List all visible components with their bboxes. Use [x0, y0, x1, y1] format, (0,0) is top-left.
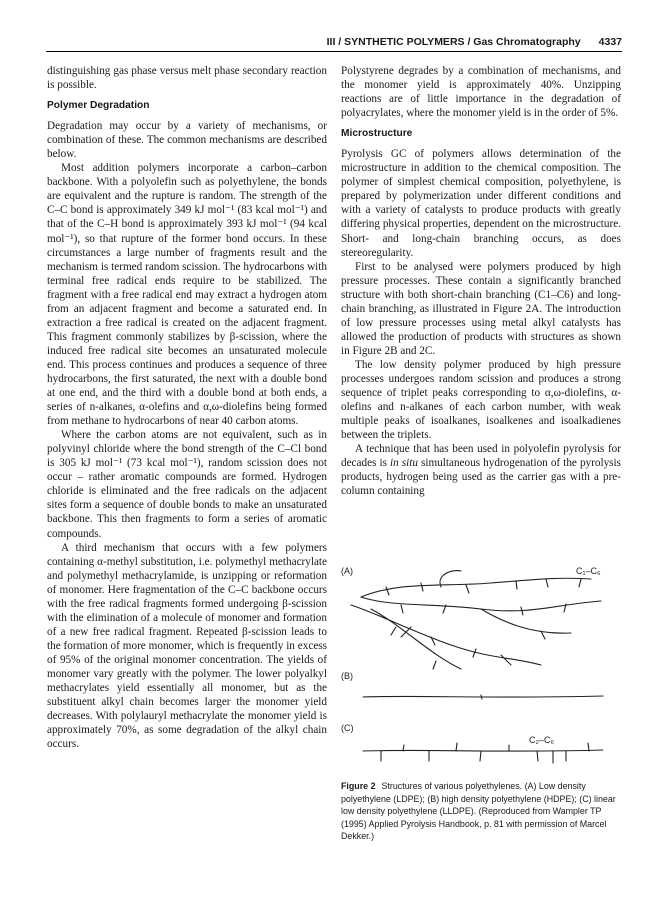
paragraph: Polystyrene degrades by a combination of mechanisms, and the monomer yield is approximately 40%. Unzipping reactions are of little importance in the degradation of polyacrylates, where the monomer yield is in the order of 5%.	[341, 65, 621, 120]
lldpe-short-branched-chain	[363, 743, 603, 763]
panel-label-b: (B)	[341, 671, 353, 681]
hdpe-linear-chain	[363, 696, 603, 697]
section-heading-degradation: Polymer Degradation	[47, 100, 150, 112]
figure-2	[341, 565, 621, 775]
paragraph: distinguishing gas phase versus melt phase secondary reaction is possible.	[47, 65, 327, 92]
annotation-c1-c6: C₁–C₆	[576, 566, 601, 576]
paragraph: First to be analysed were polymers produced by high pressure processes. These contain a significantly branched structure with both short-chain branching (C1–C6) and long-chain branching, as illustrated in Figure 2A. The introduction of low pressure processes using metal alkyl catalysts has allowed the production of products with structures as shown in Figure 2B and 2C.	[341, 260, 621, 357]
right-column	[341, 64, 621, 498]
figure-caption	[341, 780, 621, 843]
paragraph: The low density polymer produced by high pressure processes undergoes random scission and produces a strong sequence of triplet peaks corresponding to α,ω-diolefins, α-olefins and n-alkanes of each carbon number, with weak multiple peaks of isoalkanes, isoalkenes and isoalkadienes between the triplets.	[341, 358, 621, 442]
italic-term: in situ	[390, 457, 418, 470]
page-number: 4337	[598, 36, 622, 48]
paragraph	[341, 442, 621, 498]
caption-text: Structures of various polyethylenes. (A) Low density polyethylene (LDPE); (B) high density polyethylene (HDPE); (C) linear low density polyethylene (LLDPE). (Reproduced from Wampler TP (1995) Applied Pyrolysis Handbook, p. 81 with permission of Marcel Dekker.)	[341, 781, 616, 842]
text-run: A technique that has been used in polyolefin pyrolysis for decades is	[341, 443, 621, 470]
panel-label-c: (C)	[341, 723, 354, 733]
panel-label-a: (A)	[341, 566, 353, 576]
annotation-c2-c6: C₂–C₆	[529, 735, 555, 745]
paragraph: Most addition polymers incorporate a carbon–carbon backbone. With a polyolefin such as polyethylene, the bonds are equivalent and the rupture is random. The strength of the C–C bond is approximately 349 kJ mol⁻¹ (83 kcal mol⁻¹) and that of the C–H bond is approximately 393 kJ mol⁻¹ (94 kcal mol⁻¹), so that rupture of the former bond occurs. In these circumstances a large number of fragments result and the mechanism is termed random scission. The hydrocarbons with terminal free radical ends require to be stabilized. The fragment with a free radical end may extract a hydrogen atom from an adjacent fragment and become a saturated end. In extraction a free radical is created on the adjacent fragment. This fragment commonly stabilizes by β-scission, where the induced free radical site becomes an unsaturated molecule end. This process continues and produces a sequence of three hydrocarbons, the first saturated, the next with a double bond at one end, and the third with a double bond at both ends, a series of n-alkanes, α-olefins and α,ω-diolefins being formed from methane to hydrocarbons of near 40 carbon atoms.	[47, 162, 327, 428]
caption-label: Figure 2	[341, 781, 376, 791]
running-title: III / SYNTHETIC POLYMERS / Gas Chromatography	[326, 36, 581, 48]
hdpe-branch	[481, 695, 482, 699]
ldpe-branched-chain	[351, 571, 601, 669]
paragraph: Where the carbon atoms are not equivalent, such as in polyvinyl chloride where the bond strength of the C–Cl bond is 305 kJ mol⁻¹ (73 kcal mol⁻¹), random scission does not occur – rather aromatic compounds are formed. Hydrogen chloride is eliminated and the free radicals on the adjacent sites form a sequence of double bonds to make an unsaturated backbone. This then fragments to form a series of aromatic compounds.	[47, 429, 327, 540]
left-column	[47, 64, 327, 751]
polyethylene-structures-diagram	[341, 565, 621, 775]
paragraph: Degradation may occur by a variety of mechanisms, or combination of these. The common mechanisms are described below.	[47, 120, 327, 161]
text-run: simultaneous hydrogenation of the pyrolysis products, hydrogen being used as the carrier gas with a pre-column containing	[341, 457, 621, 498]
paragraph: Pyrolysis GC of polymers allows determination of the microstructure in addition to the chemical composition. The polymer of simplest chemical composition, polyethylene, is prepared by polymerization under different conditions and with a variety of catalysts to produce products with greatly differing physical properties, dependent on the microstructure. Short- and long-chain branching occurs, as does stereoregularity.	[341, 148, 621, 259]
paragraph: A third mechanism that occurs with a few polymers containing α-methyl substitution, i.e. polymethyl methacrylate and polymethyl methacrylamide, is unzipping or reformation of monomer. Here fragmentation of the C–C backbone occurs with the free radical fragments formed undergoing β-scission with the elimination of a molecule of monomer and formation of a new free radical fragment. Repeated β-scission leads to the formation of more monomer, which is frequently in excess of 95% of the original monomer concentration. The yields of monomer vary greatly with the polymer. The lower polyalkyl methacrylates yield essentially all monomer, but as the substituent alkyl chain becomes larger the monomer yield decreases. With polylauryl methacrylate the monomer yield is approximately 70%, as some degradation of the alkyl chain occurs.	[47, 541, 327, 751]
section-heading-microstructure: Microstructure	[341, 128, 413, 140]
running-header	[46, 26, 622, 52]
